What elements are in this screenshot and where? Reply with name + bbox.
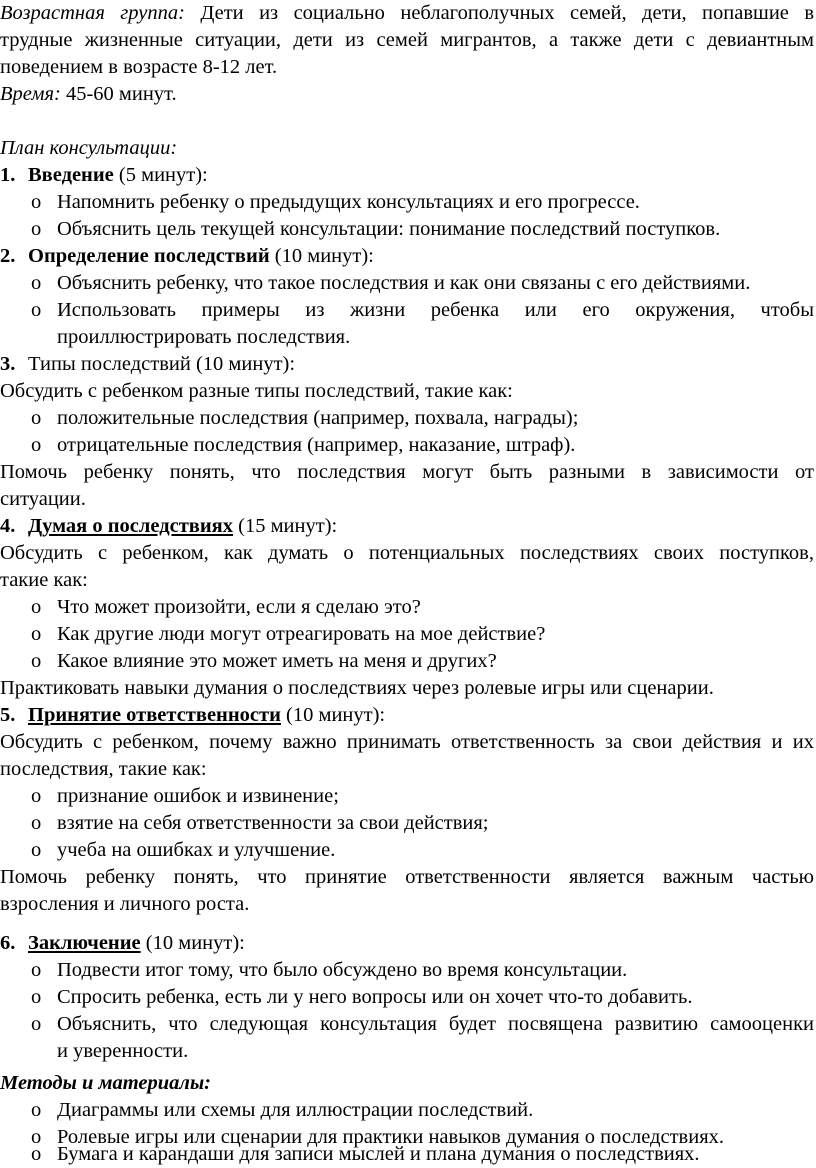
bullet-icon: o	[31, 812, 42, 834]
list-item-text: отрицательные последствия (например, наказание, штраф).	[57, 434, 576, 456]
bullet-icon: o	[31, 407, 42, 429]
section-1-duration: (5 минут):	[118, 164, 208, 186]
list-item-text: Напомнить ребенку о предыдущих консультациях и его прогрессе.	[57, 191, 640, 213]
bullet-icon: o	[31, 434, 42, 456]
age-group-label: Возрастная группа:	[0, 2, 185, 24]
section-6-title: Заключение	[28, 932, 141, 954]
age-group-line-1	[0, 0, 814, 27]
section-6-heading	[0, 930, 814, 957]
section-5-lead-1: Обсудить с ребенком, почему важно принимать ответственность за свои действия и их	[0, 731, 814, 753]
list-item-text: положительные последствия (например, похвала, награды);	[57, 407, 579, 429]
bullet-icon: o	[31, 839, 42, 861]
section-4-lead-1: Обсудить с ребенком, как думать о потенциальных последствиях своих поступков,	[0, 542, 814, 564]
list-item-text: Бумага и карандаши для записи мыслей и плана думания о последствиях.	[57, 1143, 700, 1165]
section-5-title: Принятие ответственности	[28, 704, 281, 726]
list-item-text: признание ошибок и извинение;	[57, 785, 339, 807]
list-item-text: Использовать примеры из жизни ребенка или его окружения, чтобы	[57, 299, 814, 321]
age-group-text-1: Дети из социально неблагополучных семей, дети, попавшие в	[200, 2, 814, 24]
list-item-text: Подвести итог тому, что было обсуждено во время консультации.	[57, 959, 628, 981]
list-item-text: Как другие люди могут отреагировать на мое действие?	[57, 623, 546, 645]
bullet-icon: o	[31, 986, 42, 1008]
list-item-text: Объяснить цель текущей консультации: понимание последствий поступков.	[57, 218, 721, 240]
age-group-line-3: поведением в возрасте 8-12 лет.	[0, 56, 278, 78]
section-5-duration: (10 минут):	[286, 704, 386, 726]
bullet-icon: o	[31, 596, 42, 618]
section-3-number: 3.	[0, 353, 16, 375]
methods-title: Методы и материалы:	[0, 1072, 212, 1094]
list-item-text: взятие на себя ответственности за свои действия;	[57, 812, 489, 834]
section-1-title: Введение	[28, 164, 114, 186]
section-2-heading	[0, 243, 814, 270]
bullet-icon: o	[31, 650, 42, 672]
section-3-lead: Обсудить с ребенком разные типы последствий, такие как:	[0, 380, 513, 402]
list-item-text: и уверенности.	[57, 1040, 189, 1062]
section-4-lead-2: такие как:	[0, 569, 88, 591]
section-4-title: Думая о последствиях	[28, 515, 233, 537]
list-item-text: Объяснить, что следующая консультация будет посвящена развитию самооценки	[57, 1013, 814, 1035]
section-5-tail-1: Помочь ребенку понять, что принятие ответственности является важным частью	[0, 866, 814, 888]
section-4-heading	[0, 513, 814, 540]
time-label: Время:	[0, 83, 61, 105]
section-1-heading	[0, 162, 814, 189]
list-item-text: проиллюстрировать последствия.	[57, 326, 351, 348]
list-item-text: Спросить ребенка, есть ли у него вопросы или он хочет что-то добавить.	[57, 986, 693, 1008]
section-2-title: Определение последствий	[28, 245, 270, 267]
bullet-icon: o	[31, 272, 42, 294]
section-2-number: 2.	[0, 245, 16, 267]
bullet-icon: o	[31, 299, 42, 321]
bullet-icon: o	[31, 1126, 42, 1148]
list-item-text: Объяснить ребенку, что такое последствия и как они связаны с его действиями.	[57, 272, 751, 294]
section-5-lead-2: последствия, такие как:	[0, 758, 207, 780]
section-4-duration: (15 минут):	[238, 515, 338, 537]
bullet-icon: o	[31, 623, 42, 645]
age-group-line-2: трудные жизненные ситуации, дети из семей мигрантов, а также дети с девиантным	[0, 29, 814, 51]
time-value: 45-60 минут.	[65, 83, 177, 105]
section-5-tail-2: взросления и личного роста.	[0, 893, 250, 915]
bullet-icon: o	[31, 1013, 42, 1035]
section-4-tail: Практиковать навыки думания о последствиях через ролевые игры или сценарии.	[0, 677, 714, 699]
section-6-number: 6.	[0, 932, 16, 954]
list-item-text: Диаграммы или схемы для иллюстрации последствий.	[57, 1099, 534, 1121]
section-5-heading	[0, 702, 814, 729]
bullet-icon: o	[31, 218, 42, 240]
list-item-text: учеба на ошибках и улучшение.	[57, 839, 336, 861]
plan-title: План консультации:	[0, 137, 178, 159]
list-item-text: Что может произойти, если я сделаю это?	[57, 596, 421, 618]
bullet-icon: o	[31, 191, 42, 213]
bullet-icon: o	[31, 1099, 42, 1121]
list-item-text: Ролевые игры или сценарии для практики навыков думания о последствиях.	[57, 1126, 725, 1148]
section-3-tail-2: ситуации.	[0, 488, 86, 510]
section-6-duration: (10 минут):	[145, 932, 245, 954]
time-line	[0, 81, 814, 108]
bullet-icon: o	[31, 959, 42, 981]
section-3-duration: (10 минут):	[195, 353, 296, 375]
section-1-number: 1.	[0, 164, 16, 186]
section-4-number: 4.	[0, 515, 16, 537]
section-3-tail-1: Помочь ребенку понять, что последствия могут быть разными в зависимости от	[0, 461, 814, 483]
bullet-icon: o	[31, 1143, 42, 1165]
section-3-heading	[0, 351, 814, 378]
section-5-number: 5.	[0, 704, 16, 726]
section-2-duration: (10 минут):	[274, 245, 374, 267]
list-item-text: Какое влияние это может иметь на меня и других?	[57, 650, 497, 672]
section-3-title: Типы последствий	[28, 353, 191, 375]
bullet-icon: o	[31, 785, 42, 807]
